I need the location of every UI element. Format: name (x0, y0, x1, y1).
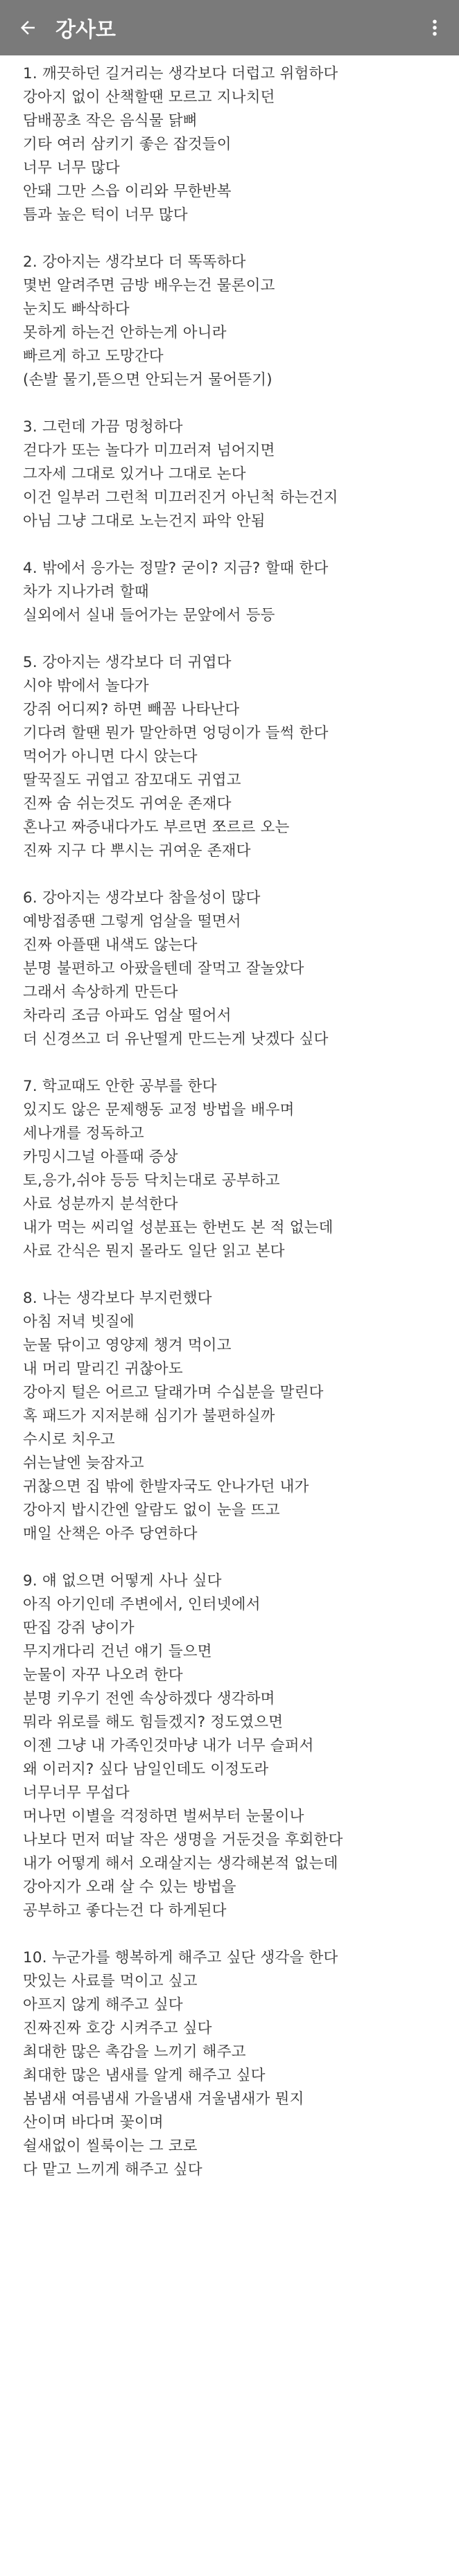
section-heading: 4. 밖에서 응가는 정말? 굳이? 지금? 할때 한다 (23, 560, 329, 577)
post-line: 이건 일부러 그런척 미끄러진거 아닌척 하는건지 (23, 489, 338, 506)
post-line: 담배꽁초 작은 음식물 닭뼈 (23, 112, 198, 130)
post-line: 못하게 하는건 안하는게 아니라 (23, 324, 227, 341)
post-line: 뭐라 위로를 해도 힘들겠지? 정도였으면 (23, 1714, 284, 1731)
post-line: 내가 어떻게 해서 오래살지는 생각해본적 없는데 (23, 1855, 338, 1872)
post-line: 사료 성분까지 분석한다 (23, 1196, 178, 1213)
post-line: 혼나고 짜증내다가도 부르면 쪼르르 오는 (23, 819, 290, 836)
section-heading: 10. 누군가를 행복하게 해주고 싶단 생각을 한다 (23, 1949, 338, 1966)
more-vertical-icon (424, 17, 445, 38)
post-line: 다 맡고 느끼게 해주고 싶다 (23, 2161, 202, 2178)
post-line: 쉴새없이 씰룩이는 그 코로 (23, 2138, 198, 2155)
post-line: 딴집 강쥐 냥이가 (23, 1619, 135, 1637)
post-line: 기타 여러 삼키기 좋은 잡것들이 (23, 136, 232, 153)
post-line: 토,응가,쉬야 등등 닥치는대로 공부하고 (23, 1172, 280, 1189)
post-line: 세나개를 정독하고 (23, 1125, 144, 1142)
post-section (23, 651, 445, 863)
post-line: 걷다가 또는 놀다가 미끄러져 넘어지면 (23, 442, 275, 459)
post-line: 아프지 않게 해주고 싶다 (23, 1996, 183, 2014)
post-line: 눈치도 빠삭하다 (23, 301, 130, 318)
post-line: 눈물 닦이고 영양제 챙겨 먹이고 (23, 1337, 232, 1354)
post-line: 최대한 많은 냄새를 알게 해주고 싶다 (23, 2067, 266, 2084)
post-section (23, 1946, 445, 2182)
section-heading: 7. 학교때도 안한 공부를 한다 (23, 1078, 217, 1095)
back-arrow-icon (17, 17, 38, 38)
post-line: 있지도 않은 문제행동 교정 방법을 배우며 (23, 1101, 295, 1119)
app-bar (0, 0, 459, 55)
post-line: 아침 저녁 빗질에 (23, 1313, 135, 1331)
post-line: 나보다 먼저 떠날 작은 생명을 거둔것을 후회한다 (23, 1831, 343, 1849)
post-line: 그래서 속상하게 만든다 (23, 984, 178, 1001)
post-section (23, 416, 445, 533)
post-line: 강아지 털은 어르고 달래가며 수십분을 말린다 (23, 1384, 324, 1401)
post-line: 진짜 지구 다 뿌시는 귀여운 존재다 (23, 842, 251, 860)
post-section (23, 557, 445, 628)
post-section (23, 251, 445, 392)
section-heading: 9. 얘 없으면 어떻게 사나 싶다 (23, 1572, 222, 1590)
post-line: 강아지 밥시간엔 알람도 없이 눈을 뜨고 (23, 1502, 280, 1519)
post-line: (손발 물기,뜯으면 안되는거 물어뜯기) (23, 371, 272, 389)
post-line: 왜 이러지? 싶다 남일인데도 이정도라 (23, 1761, 269, 1778)
page-title: 강사모 (55, 18, 116, 42)
post-line: 너무너무 무섭다 (23, 1784, 130, 1802)
post-line: 차가 지나가려 할때 (23, 583, 149, 601)
section-heading: 2. 강아지는 생각보다 더 똑똑하다 (23, 254, 246, 271)
section-heading: 6. 강아지는 생각보다 참을성이 많다 (23, 889, 261, 907)
post-line: 분명 키우기 전엔 속상하겠다 생각하며 (23, 1690, 275, 1707)
post-line: 안돼 그만 스읍 이리와 무한반복 (23, 183, 232, 200)
post-line: 머나먼 이별을 걱정하면 벌써부터 눈물이나 (23, 1808, 304, 1825)
post-line: 강아지 없이 산책할땐 모르고 지나치던 (23, 89, 275, 106)
post-line: 그자세 그대로 있거나 그대로 논다 (23, 465, 246, 483)
post-line: 강쥐 어디찌? 하면 빼꼼 나타난다 (23, 701, 240, 718)
back-button[interactable] (0, 0, 55, 55)
post-line: 예방접종땐 그렇게 엄살을 떨면서 (23, 913, 241, 930)
post-line: 아직 아기인데 주변에서, 인터넷에서 (23, 1596, 261, 1613)
post-line: 시야 밖에서 놀다가 (23, 677, 149, 695)
post-line: 수시로 치우고 (23, 1431, 115, 1448)
post-line: 먹어가 아니면 다시 앉는다 (23, 748, 198, 765)
section-heading: 1. 깨끗하던 길거리는 생각보다 더럽고 위험하다 (23, 65, 338, 82)
post-line: 쉬는날엔 늦잠자고 (23, 1455, 144, 1472)
post-line: 귀찮으면 집 밖에 한발자국도 안나가던 내가 (23, 1478, 309, 1495)
post-line: 딸꾹질도 귀엽고 잠꼬대도 귀엽고 (23, 772, 241, 789)
post-body (0, 55, 459, 2182)
post-line: 눈물이 자꾸 나오려 한다 (23, 1667, 183, 1684)
post-line: 틈과 높은 턱이 너무 많다 (23, 206, 188, 224)
post-section (23, 62, 445, 227)
post-line: 실외에서 실내 들어가는 문앞에서 등등 (23, 607, 275, 624)
post-line: 산이며 바다며 꽃이며 (23, 2114, 164, 2131)
post-line: 봄냄새 여름냄새 가을냄새 겨울냄새가 뭔지 (23, 2090, 304, 2108)
post-line: 진짜 아플땐 내색도 않는다 (23, 936, 198, 954)
post-line: 이젠 그냥 내 가족인것마냥 내가 너무 슬퍼서 (23, 1737, 314, 1755)
more-options-button[interactable] (410, 0, 459, 55)
post-line: 강아지가 오래 살 수 있는 방법을 (23, 1878, 236, 1896)
post-line: 무지개다리 건넌 얘기 들으면 (23, 1643, 212, 1660)
section-heading: 8. 나는 생각보다 부지런했다 (23, 1290, 212, 1307)
post-line: 공부하고 좋다는건 다 하게된다 (23, 1902, 227, 1919)
section-heading: 5. 강아지는 생각보다 더 귀엽다 (23, 654, 232, 671)
post-line: 최대한 많은 촉감을 느끼기 해주고 (23, 2043, 246, 2061)
post-section (23, 1287, 445, 1546)
post-line: 분명 불편하고 아팠을텐데 잘먹고 잘놀았다 (23, 960, 304, 977)
section-heading: 3. 그런데 가끔 멍청하다 (23, 418, 183, 436)
post-line: 차라리 조금 아파도 엄살 떨어서 (23, 1007, 232, 1024)
post-line: 카밍시그널 아플때 증상 (23, 1148, 178, 1166)
post-line: 진짜진짜 호강 시켜주고 싶다 (23, 2020, 212, 2037)
post-section (23, 1075, 445, 1263)
post-line: 아님 그냥 그대로 노는건지 파악 안됨 (23, 513, 266, 530)
post-line: 진짜 숨 쉬는것도 귀여운 존재다 (23, 795, 232, 812)
post-line: 몇번 알려주면 금방 배우는건 물론이고 (23, 277, 275, 294)
post-line: 맛있는 사료를 먹이고 싶고 (23, 1973, 198, 1990)
post-line: 매일 산책은 아주 당연하다 (23, 1525, 198, 1543)
post-section (23, 887, 445, 1051)
post-line: 더 신경쓰고 더 유난떨게 만드는게 낫겠다 싶다 (23, 1031, 329, 1048)
post-line: 빠르게 하고 도망간다 (23, 348, 164, 365)
post-content (0, 55, 459, 2576)
post-line: 내 머리 말리긴 귀찮아도 (23, 1360, 183, 1378)
post-line: 기다려 할땐 뭔가 말안하면 엉덩이가 들썩 한다 (23, 725, 329, 742)
post-line: 내가 먹는 씨리얼 성분표는 한번도 본 적 없는데 (23, 1219, 334, 1236)
post-line: 너무 너무 많다 (23, 159, 120, 177)
post-line: 사료 간식은 뭔지 몰라도 일단 읽고 본다 (23, 1243, 285, 1260)
post-line: 혹 패드가 지저분해 심기가 불편하실까 (23, 1407, 275, 1425)
post-section (23, 1570, 445, 1923)
